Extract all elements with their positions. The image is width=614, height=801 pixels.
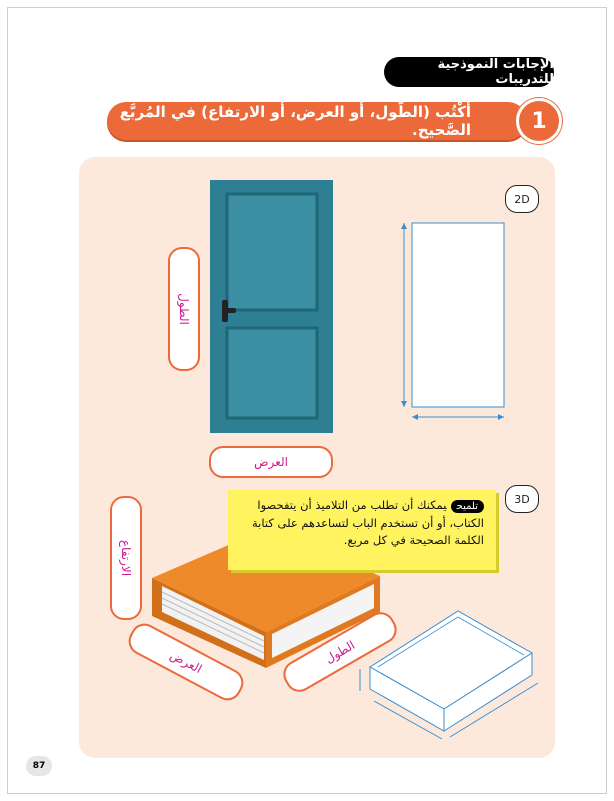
door-illustration xyxy=(210,180,334,434)
page-number: 87 xyxy=(26,756,52,776)
box-3d-diagram xyxy=(350,605,550,740)
hint-text: يمكنك أن تطلب من التلاميذ أن يتفحصوا الكتاب، أو أن تستخدم الباب لتساعدهم على كتابة الكلمة الصحيحة في كل مربع. xyxy=(252,498,484,547)
tag-3d: 3D xyxy=(505,485,539,513)
hint-sticky-note xyxy=(228,490,496,570)
book-length-label: الطول xyxy=(322,637,358,666)
book-width-label: العرض xyxy=(167,647,205,677)
door-width-label-box[interactable] xyxy=(209,446,333,478)
door-width-label: العرض xyxy=(254,455,288,469)
door-length-label: الطول xyxy=(176,293,191,325)
question-number: 1 xyxy=(516,98,562,144)
book-height-label-box[interactable] xyxy=(110,496,142,620)
tag-2d: 2D xyxy=(505,185,539,213)
rectangle-2d-diagram xyxy=(398,215,510,425)
book-height-label: الارتفاع xyxy=(118,539,133,577)
door-length-label-box[interactable] xyxy=(168,247,200,371)
section-title-badge: الإجابات النموذجية للتدريبات xyxy=(384,57,554,87)
hint-badge: تلميح xyxy=(451,500,484,513)
question-instruction: أَكْتُب (الطُّول، أو العرض، أو الارتفاع) في المُربَّع الصَّحيح. xyxy=(107,102,527,140)
